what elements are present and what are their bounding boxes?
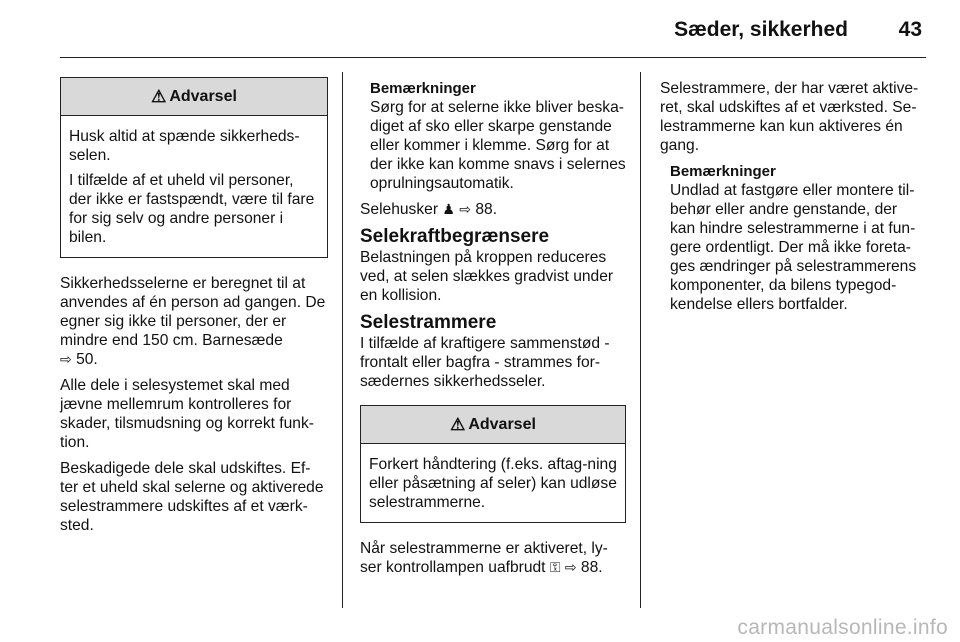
note-title: Bemærkninger (370, 80, 476, 97)
note-text: Undlad at fastgøre eller montere til-behør eller andre genstande, der kan hindre selestrammerne i at fun-gere ordentligt. Der må ikke foreta-ges ændringer på selestrammerens komponenter, da bilens typegod-kendelse ellers bortfalder. (670, 182, 917, 313)
column-2 (360, 79, 626, 584)
seatbelt-icon: ♟ (442, 201, 455, 217)
column-3 (660, 79, 926, 321)
column-1 (60, 77, 328, 542)
warning-triangle-icon: ⚠ (151, 87, 167, 106)
body-paragraph: I tilfælde af kraftigere sammenstød - frontalt eller bagfra - strammes for-sædernes sikkerhedsseler. (360, 335, 610, 390)
page-reference[interactable]: 88. (580, 559, 603, 576)
note-text: Sørg for at selerne ikke bliver beska-diget af sko eller skarpe genstande eller kommer i klemme. Sørg for at der ikke kan komme snavs i selernes oprulningsautomatik. (370, 99, 626, 192)
column-divider-1 (342, 72, 343, 608)
body-text: Sikkerhedsselerne er beregnet til at anvendes af én person ad gangen. De egner sig ikke til personer, der er mindre end 150 cm. Barnesæde (60, 275, 326, 349)
body-paragraph: Beskadigede dele skal udskiftes. Ef-ter et uheld skal selerne og aktiverede selestrammere udskiftes af et værk-sted. (60, 460, 324, 534)
warning-paragraph: Forkert håndtering (f.eks. aftag-ning eller påsætning af seler) kan udløse selestrammerne. (369, 456, 617, 511)
warning-heading: Advarsel (468, 416, 536, 433)
watermark: carmanualsonline.info (737, 616, 948, 639)
page-header (0, 18, 960, 48)
warning-triangle-icon: ⚠ (450, 415, 466, 434)
section-heading: Selestrammere (360, 312, 497, 333)
warning-box-1 (60, 77, 328, 258)
note-title: Bemærkninger (670, 163, 776, 180)
body-text: Når selestrammerne er aktiveret, ly-ser kontrollampen uafbrudt (360, 540, 608, 576)
body-paragraph: Belastningen på kroppen reduceres ved, at selen slækkes gradvist under en kollision. (360, 249, 614, 304)
reference-arrow-icon: ⇨ (60, 351, 72, 367)
body-paragraph (60, 274, 328, 369)
note-block (660, 162, 926, 314)
warning-paragraph: I tilfælde af et uheld vil personer, der ikke er fastspændt, være til fare for sig selv og andre personer i bilen. (69, 172, 315, 246)
body-paragraph: Alle dele i selesystemet skal med jævne mellemrum kontrolleres for skader, tilsmudsning og korrekt funk-tion. (60, 377, 314, 451)
body-paragraph (360, 539, 626, 577)
seatbelt-reminder-line (360, 200, 626, 219)
page-reference[interactable]: 88. (475, 201, 498, 218)
note-block (360, 79, 626, 193)
section-heading: Selekraftbegrænsere (360, 226, 550, 247)
warning-box-header (361, 406, 625, 444)
warning-box-body (361, 444, 625, 522)
warning-paragraph: Husk altid at spænde sikkerheds-selen. (69, 128, 300, 164)
column-divider-2 (640, 72, 641, 608)
page-number: 43 (898, 18, 922, 41)
page-reference[interactable]: 50. (76, 351, 98, 368)
warning-box-header (61, 78, 327, 116)
reminder-text: Selehusker (360, 201, 439, 218)
body-paragraph: Selestrammere, der har været aktive-ret, skal udskiftes af et værksted. Se-lestrammerne kan kun aktiveres én gang. (660, 80, 919, 154)
reference-arrow-icon: ⇨ (459, 201, 471, 217)
header-divider (60, 57, 926, 58)
reference-arrow-icon: ⇨ (564, 559, 577, 575)
page-title: Sæder, sikkerhed (674, 18, 848, 41)
belt-tensioner-icon: ⚿ (549, 559, 561, 575)
warning-heading: Advarsel (169, 88, 237, 105)
warning-box-body (61, 116, 327, 257)
warning-box-2 (360, 405, 626, 523)
